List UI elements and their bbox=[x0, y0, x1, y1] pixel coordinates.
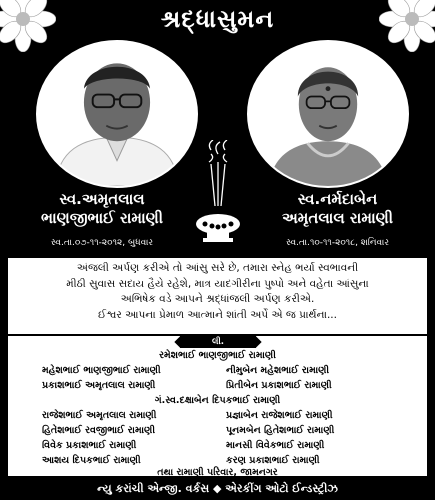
list-item: માનસી વિવેકભાઈ રામાણી bbox=[226, 440, 325, 451]
page-title: શ્રદ્ધાસુમન bbox=[160, 5, 275, 33]
list-item: તથા રામાણી પરિવાર, જામનગર bbox=[157, 467, 278, 478]
list-item: રમેશભાઈ ભાણજીભાઈ રામાણી bbox=[159, 350, 276, 361]
list-item: આશય દિપકભાઈ રામાણી bbox=[42, 455, 141, 466]
person1-date: સ્વ.તા.૦૭-૧૧-૨૦૧૨, બુધવાર bbox=[50, 238, 154, 248]
list-item: પ્રિતીબેન પ્રકાશભાઈ રામાણી bbox=[226, 380, 332, 391]
portrait-woman bbox=[247, 40, 409, 188]
diya-lamp-icon bbox=[193, 140, 243, 246]
portrait-man bbox=[36, 40, 198, 188]
list-item: પ્રજ્ઞાબેન રાજેશભાઈ રામાણી bbox=[226, 410, 333, 421]
list-item: નીમુબેન મહેશભાઈ રામાણી bbox=[226, 365, 330, 376]
list-item: કરણ પ્રકાશભાઈ રામાણી bbox=[226, 455, 320, 466]
flower-left-icon bbox=[0, 0, 56, 52]
person1-name: સ્વ.અમૃતલાલ ભાણજીભાઈ રામાણી bbox=[40, 190, 164, 227]
list-item: રાજેશભાઈ અમૃતલાલ રામાણી bbox=[42, 410, 157, 421]
person2-date: સ્વ.તા.૧૦-૧૧-૨૦૧૮, શનિવાર bbox=[285, 238, 390, 248]
flower-right-icon bbox=[379, 0, 435, 52]
sponsor-footer: ન્યુ કરાંચી એન્જી. વર્કસ ◆ એરકીંગ ઓટો ઈન્ડસ્ટ્રીઝ bbox=[0, 478, 435, 500]
list-item: મહેશભાઈ ભાણજીભાઈ રામાણી bbox=[42, 365, 161, 376]
family-list bbox=[8, 336, 427, 476]
list-item: પ્રકાશભાઈ અમૃતલાલ રામાણી bbox=[42, 380, 156, 391]
list-item: હિતેશભાઈ રવજીભાઈ રામાણી bbox=[42, 425, 156, 436]
li-badge: લી. bbox=[180, 336, 256, 348]
list-item: વિવેક પ્રકાશભાઈ રામાણી bbox=[42, 440, 137, 451]
list-item: ગં.સ્વ.દક્ષાબેન દિપકભાઈ રામાણી bbox=[154, 395, 281, 406]
person2-name: સ્વ.નર્મદાબેન અમૃતલાલ રામાણી bbox=[281, 190, 393, 227]
tribute-text: અંજલી અર્પણ કરીએ તો આંસુ સરે છે, તમારા સ્નેહ ભર્યા સ્વભાવની મીઠી સુવાસ સદાય હૈયે રહેશે, માત્ર યાદગીરીના પુષ્પો અને વહેતા આંસુના અભિષેક વડે આપને શ્રદ્ધાંજલી અર્પણ કરીએ. ઈશ્વર આપના પ્રેમાળ આત્માને શાંતી અર્પે એ જ પ્રાર્થના... bbox=[8, 258, 427, 334]
list-item: પૂનમબેન હિતેશભાઈ રામાણી bbox=[226, 425, 335, 436]
